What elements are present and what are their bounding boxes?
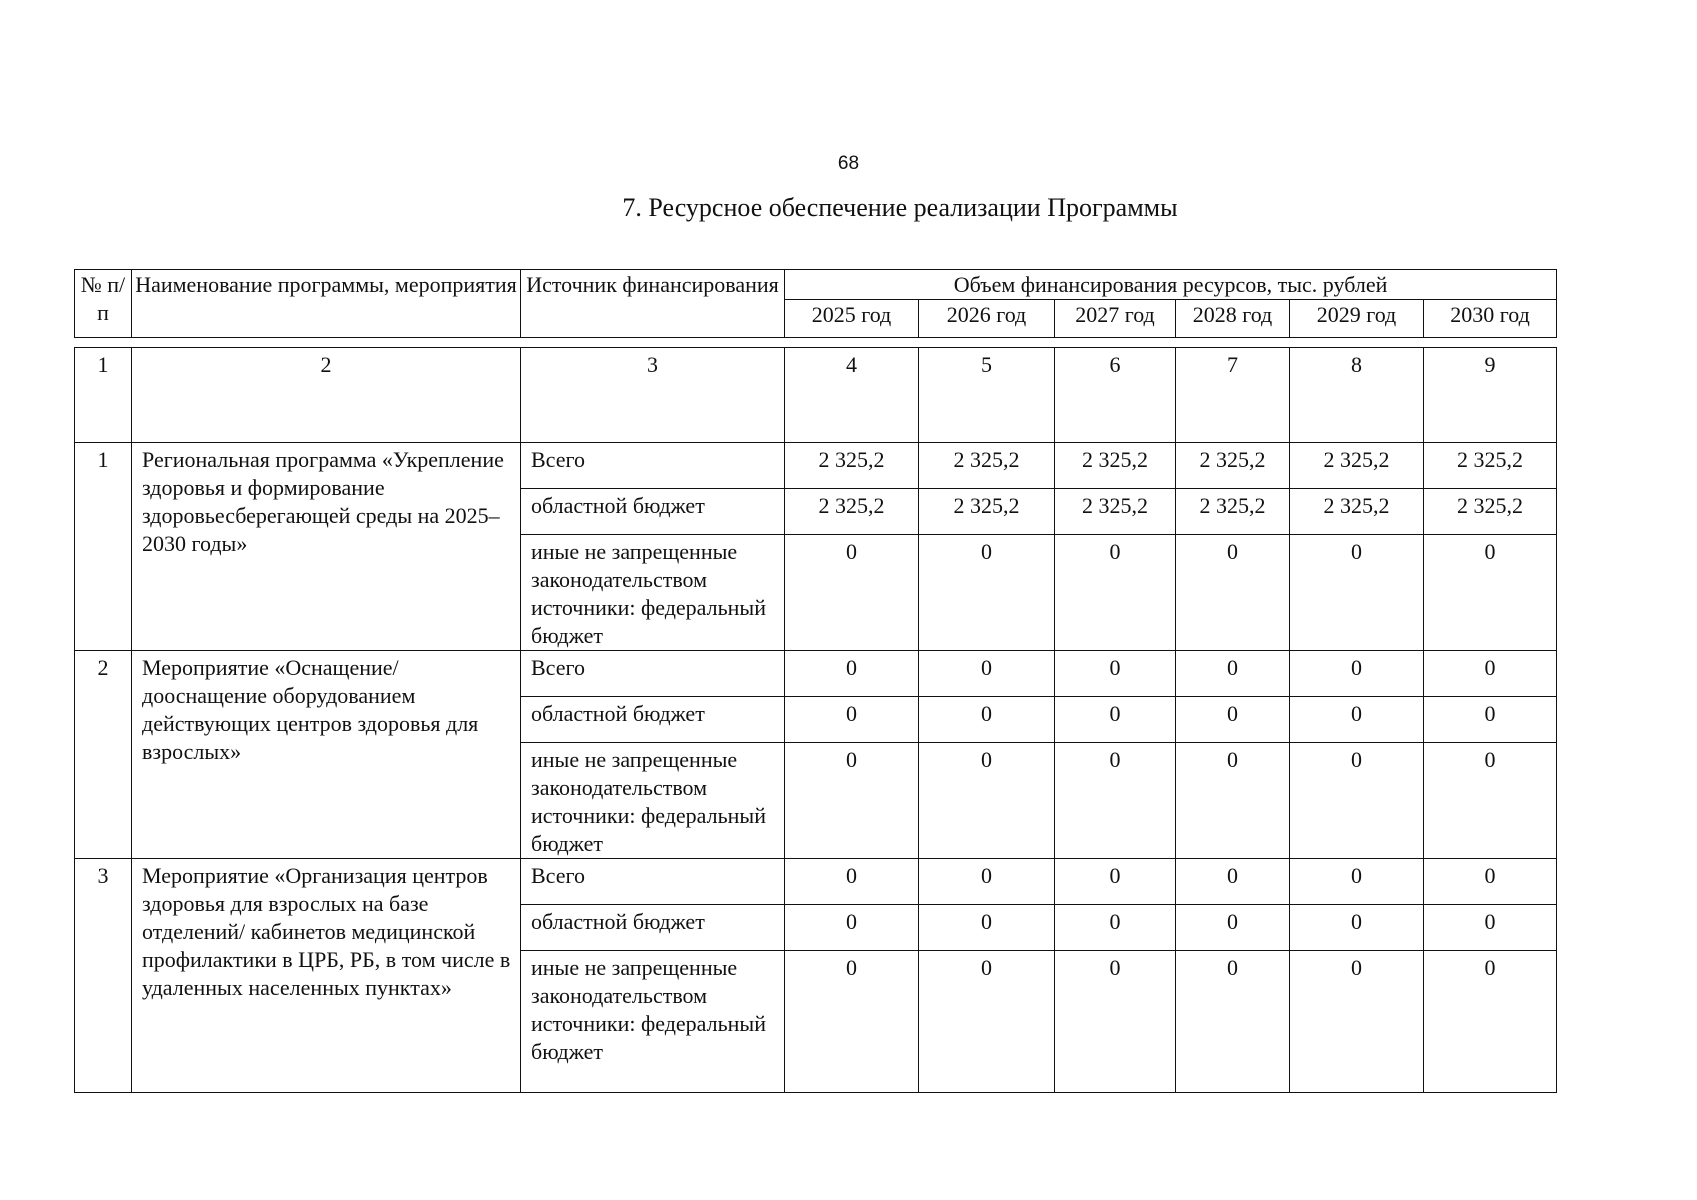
value-cell: 0: [1424, 951, 1557, 1093]
value-cell: 0: [1424, 743, 1557, 859]
source-label: областной бюджет: [521, 697, 785, 743]
value-cell: 0: [1424, 697, 1557, 743]
value-cell: 0: [1055, 951, 1176, 1093]
table-row: [75, 443, 1557, 489]
value-cell: 0: [785, 951, 919, 1093]
value-cell: 2 325,2: [1424, 443, 1557, 489]
source-label: Всего: [521, 651, 785, 697]
value-cell: 0: [1055, 905, 1176, 951]
value-cell: 0: [1055, 535, 1176, 651]
value-cell: 0: [1424, 651, 1557, 697]
value-cell: 0: [1055, 697, 1176, 743]
value-cell: 0: [1290, 743, 1424, 859]
column-number: 9: [1424, 348, 1557, 443]
header-volume: Объем финансирования ресурсов, тыс. рублей: [785, 270, 1557, 300]
column-number: 4: [785, 348, 919, 443]
table-body: [74, 347, 1557, 1093]
value-cell: 0: [919, 951, 1055, 1093]
row-number: 3: [75, 859, 132, 1093]
value-cell: 0: [1176, 743, 1290, 859]
value-cell: 2 325,2: [1176, 443, 1290, 489]
value-cell: 0: [1290, 651, 1424, 697]
value-cell: 0: [1176, 535, 1290, 651]
value-cell: 0: [1290, 905, 1424, 951]
source-label: иные не запрещенные законодательством источники: федеральный бюджет: [521, 951, 785, 1093]
value-cell: 2 325,2: [919, 443, 1055, 489]
value-cell: 0: [919, 905, 1055, 951]
source-label: областной бюджет: [521, 905, 785, 951]
value-cell: 2 325,2: [1176, 489, 1290, 535]
value-cell: 0: [785, 905, 919, 951]
program-name: Мероприятие «Организация центров здоровья для взрослых на базе отделений/ кабинетов медицинской профилактики в ЦРБ, РБ, в том числе в удаленных населенных пунктах»: [132, 859, 521, 1093]
value-cell: 2 325,2: [785, 489, 919, 535]
value-cell: 0: [919, 859, 1055, 905]
value-cell: 0: [919, 743, 1055, 859]
value-cell: 0: [1290, 697, 1424, 743]
header-year: 2027 год: [1055, 300, 1176, 338]
value-cell: 0: [1290, 951, 1424, 1093]
program-name: Мероприятие «Оснащение/дооснащение оборудованием действующих центров здоровья для взрослых»: [132, 651, 521, 859]
value-cell: 0: [785, 535, 919, 651]
value-cell: 0: [1424, 535, 1557, 651]
column-number-row: [75, 348, 1557, 443]
section-title: 7. Ресурсное обеспечение реализации Программы: [622, 193, 1178, 222]
page-number: 68: [837, 153, 860, 174]
value-cell: 0: [919, 535, 1055, 651]
value-cell: 0: [1055, 859, 1176, 905]
column-number: 8: [1290, 348, 1424, 443]
value-cell: 2 325,2: [919, 489, 1055, 535]
program-name: Региональная программа «Укрепление здоровья и формирование здоровьесберегающей среды на 2025–2030 годы»: [132, 443, 521, 651]
table-header: [74, 269, 1557, 338]
value-cell: 0: [1176, 951, 1290, 1093]
row-number: 2: [75, 651, 132, 859]
row-number: 1: [75, 443, 132, 651]
value-cell: 0: [1424, 905, 1557, 951]
header-year: 2029 год: [1290, 300, 1424, 338]
value-cell: 0: [785, 859, 919, 905]
source-label: иные не запрещенные законодательством источники: федеральный бюджет: [521, 743, 785, 859]
value-cell: 0: [1290, 535, 1424, 651]
value-cell: 0: [1176, 697, 1290, 743]
value-cell: 2 325,2: [1290, 489, 1424, 535]
value-cell: 0: [1055, 651, 1176, 697]
value-cell: 2 325,2: [1055, 489, 1176, 535]
table-row: [75, 651, 1557, 697]
source-label: областной бюджет: [521, 489, 785, 535]
source-label: Всего: [521, 443, 785, 489]
value-cell: 2 325,2: [1290, 443, 1424, 489]
value-cell: 0: [785, 697, 919, 743]
value-cell: 0: [1176, 905, 1290, 951]
value-cell: 0: [1176, 859, 1290, 905]
header-year: 2030 год: [1424, 300, 1557, 338]
header-no: № п/п: [75, 270, 132, 338]
value-cell: 0: [1424, 859, 1557, 905]
value-cell: 0: [785, 743, 919, 859]
header-year: 2028 год: [1176, 300, 1290, 338]
column-number: 6: [1055, 348, 1176, 443]
value-cell: 0: [1290, 859, 1424, 905]
column-number: 2: [132, 348, 521, 443]
value-cell: 0: [1176, 651, 1290, 697]
column-number: 3: [521, 348, 785, 443]
header-source: Источник финансирования: [521, 270, 785, 338]
header-year: 2026 год: [919, 300, 1055, 338]
column-number: 1: [75, 348, 132, 443]
source-label: Всего: [521, 859, 785, 905]
value-cell: 2 325,2: [785, 443, 919, 489]
source-label: иные не запрещенные законодательством источники: федеральный бюджет: [521, 535, 785, 651]
value-cell: 0: [1055, 743, 1176, 859]
column-number: 5: [919, 348, 1055, 443]
value-cell: 0: [919, 697, 1055, 743]
column-number: 7: [1176, 348, 1290, 443]
table-row: [75, 859, 1557, 905]
value-cell: 0: [785, 651, 919, 697]
value-cell: 0: [919, 651, 1055, 697]
header-year: 2025 год: [785, 300, 919, 338]
value-cell: 2 325,2: [1055, 443, 1176, 489]
header-name: Наименование программы, мероприятия: [132, 270, 521, 338]
value-cell: 2 325,2: [1424, 489, 1557, 535]
